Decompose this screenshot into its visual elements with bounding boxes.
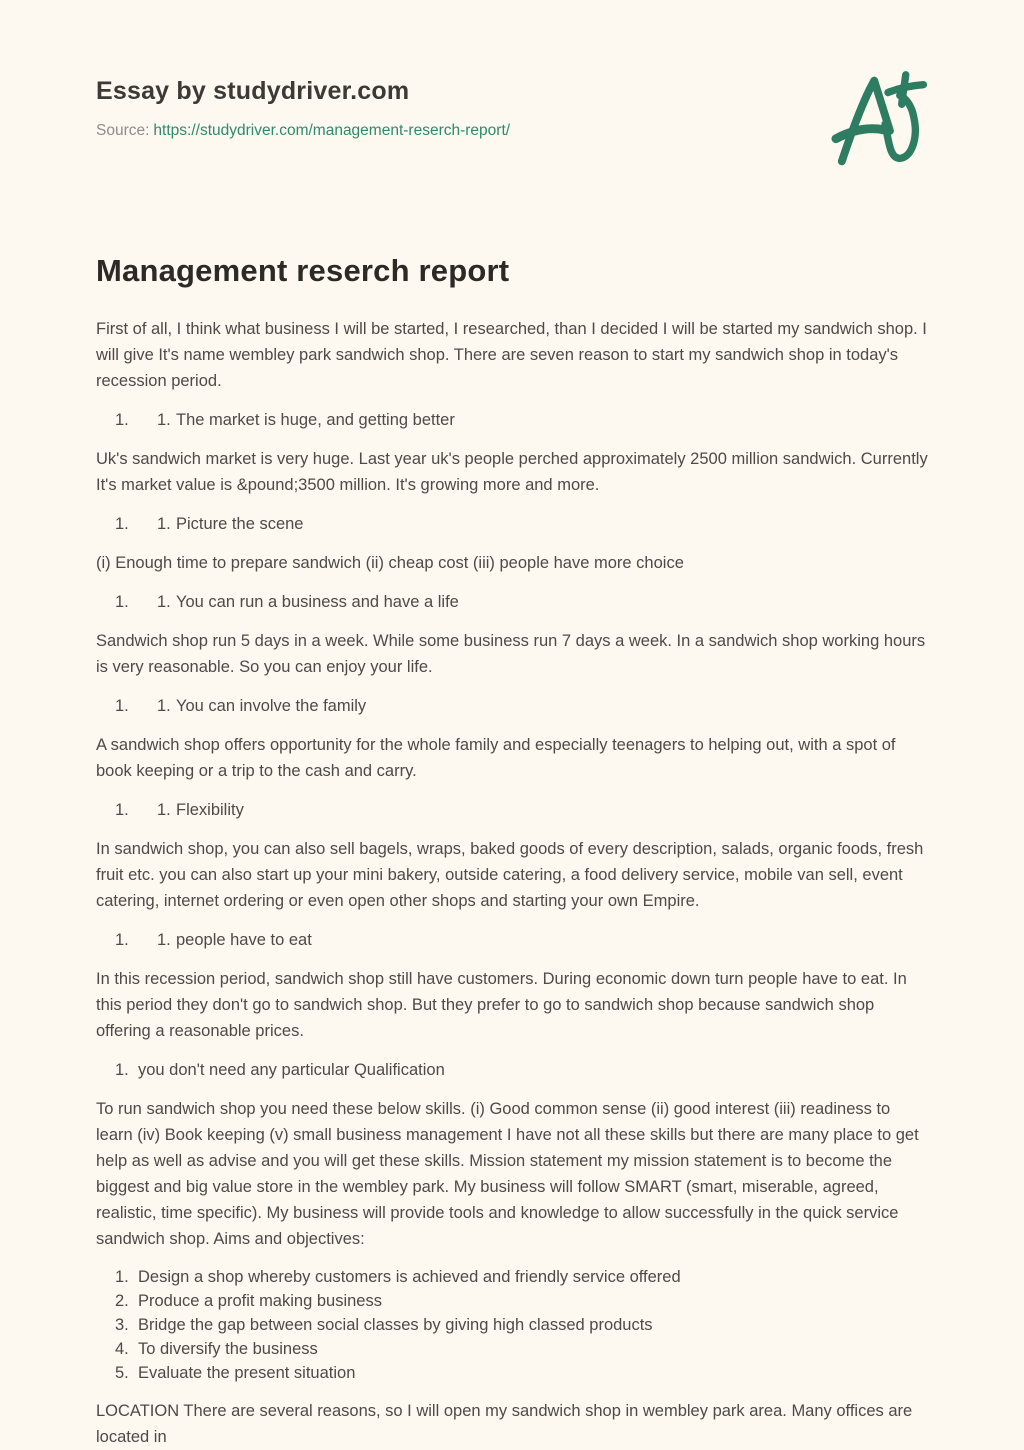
- list-item-run-business: [96, 589, 928, 615]
- list-item-aim-2: [96, 1289, 928, 1313]
- list-item-qualification: [96, 1057, 928, 1083]
- list-marker: 4.: [115, 1340, 129, 1358]
- list-marker: 2.: [115, 1292, 129, 1310]
- paragraph-flexibility: In sandwich shop, you can also sell bagels, wraps, baked goods of every description, salads, organic foods, fresh fruit etc. you can also start up your mini bakery, outside catering, a food delivery service, mobile van sell, event catering, internet ordering or even open other shops and starting your own Empire.: [96, 840, 924, 910]
- list-marker-inner: 1.: [157, 801, 171, 819]
- list-marker-inner: 1.: [157, 515, 171, 533]
- aims-objectives-list: [96, 1265, 928, 1385]
- paragraph-location: LOCATION There are several reasons, so I will open my sandwich shop in wembley park area. Many offices are located in: [96, 1402, 913, 1446]
- list-marker-outer: 1.: [115, 411, 129, 429]
- list-item-text: Design a shop whereby customers is achieved and friendly service offered: [138, 1268, 681, 1286]
- list-marker-outer: 1.: [115, 931, 129, 949]
- list-marker: 1.: [115, 1268, 129, 1286]
- paragraph-working-hours: Sandwich shop run 5 days in a week. While some business run 7 days a week. In a sandwich shop working hours is very reasonable. So you can enjoy your life.: [96, 632, 926, 676]
- paragraph-market: Uk's sandwich market is very huge. Last year uk's people perched approximately 2500 million sandwich. Currently It's market value is &pound;3500 million. It's growing more and more.: [96, 450, 928, 494]
- list-marker-outer: 1.: [115, 593, 129, 611]
- list-item-text: You can involve the family: [176, 697, 367, 715]
- site-title: Essay by studydriver.com: [96, 77, 410, 105]
- list-item-text: Flexibility: [176, 801, 244, 819]
- list-marker-outer: 1.: [115, 801, 129, 819]
- paragraph-intro: First of all, I think what business I will be started, I researched, than I decided I will be started my sandwich shop. I will give It's name wembley park sandwich shop. There are seven reason to start my sandwich shop in today's recession period.: [96, 320, 927, 390]
- list-item-flexibility: [96, 797, 928, 823]
- list-item-people-eat: [96, 927, 928, 953]
- list-item-text: Produce a profit making business: [138, 1292, 382, 1310]
- paragraph-scene-points: (i) Enough time to prepare sandwich (ii) cheap cost (iii) people have more choice: [96, 554, 684, 572]
- list-item-aim-4: [96, 1337, 928, 1361]
- header-text-block: [96, 76, 928, 141]
- list-item-text: Bridge the gap between social classes by giving high classed products: [138, 1316, 653, 1334]
- list-item-aim-3: [96, 1313, 928, 1337]
- list-item-aim-5: [96, 1361, 928, 1385]
- list-item-text: Picture the scene: [176, 515, 304, 533]
- list-item-text: To diversify the business: [138, 1340, 318, 1358]
- list-item-aim-1: [96, 1265, 928, 1289]
- source-url-link[interactable]: https://studydriver.com/management-reserch-report/: [153, 122, 511, 139]
- paragraph-recession: In this recession period, sandwich shop still have customers. During economic down turn people have to eat. In this period they don't go to sandwich shop. But they prefer to go to sandwich shop because sandwich shop offering a reasonable prices.: [96, 970, 907, 1040]
- list-item-text: Evaluate the present situation: [138, 1364, 356, 1382]
- list-marker: 3.: [115, 1316, 129, 1334]
- source-line: [96, 121, 928, 141]
- page-header: [96, 76, 928, 141]
- studydriver-aplus-logo-icon: [828, 66, 948, 180]
- list-item-text: you don't need any particular Qualification: [138, 1061, 445, 1079]
- list-item-text: The market is huge, and getting better: [176, 411, 455, 429]
- list-marker-inner: 1.: [157, 931, 171, 949]
- list-marker-inner: 1.: [157, 411, 171, 429]
- list-item-market-huge: [96, 407, 928, 433]
- paragraph-family: A sandwich shop offers opportunity for the whole family and especially teenagers to helping out, with a spot of book keeping or a trip to the cash and carry.: [96, 736, 896, 780]
- list-marker: 1.: [115, 1061, 129, 1079]
- list-marker-outer: 1.: [115, 697, 129, 715]
- list-item-picture-scene: [96, 511, 928, 537]
- list-marker-inner: 1.: [157, 593, 171, 611]
- list-item-text: people have to eat: [176, 931, 312, 949]
- list-marker-outer: 1.: [115, 515, 129, 533]
- source-label: Source:: [96, 122, 150, 139]
- essay-title: Management reserch report: [96, 253, 510, 288]
- list-marker-inner: 1.: [157, 697, 171, 715]
- list-marker: 5.: [115, 1364, 129, 1382]
- list-item-involve-family: [96, 693, 928, 719]
- list-item-text: You can run a business and have a life: [176, 593, 459, 611]
- paragraph-skills-mission: To run sandwich shop you need these below skills. (i) Good common sense (ii) good interest (iii) readiness to learn (iv) Book keeping (v) small business management I have not all these skills but there are many place to get help as well as advise and you will get these skills. Mission statement my mission statement is to become the biggest and big value store in the wembley park. My business will follow SMART (smart, miserable, agreed, realistic, time specific). My business will provide tools and knowledge to allow successfully in the quick service sandwich shop. Aims and objectives:: [96, 1100, 919, 1248]
